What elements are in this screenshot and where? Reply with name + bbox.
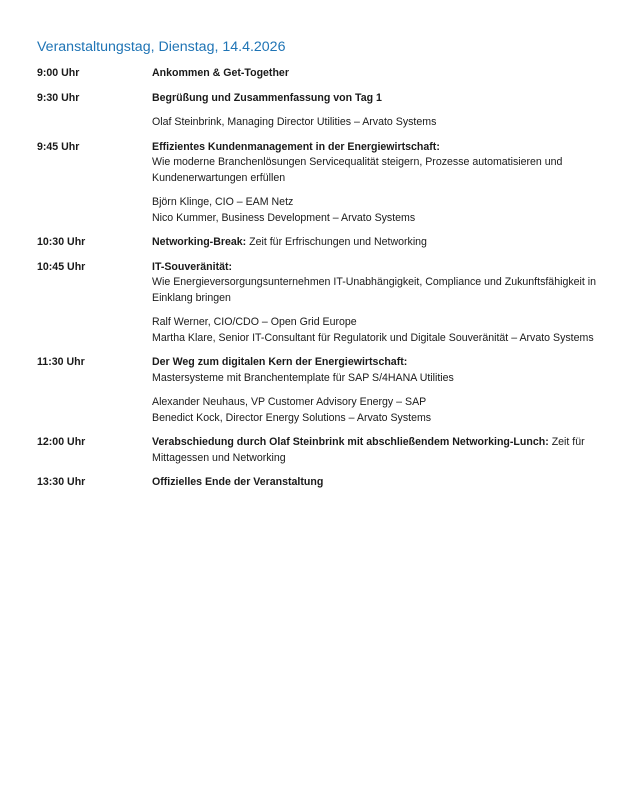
agenda-row bbox=[37, 91, 607, 131]
agenda-time: 11:30 Uhr bbox=[37, 356, 85, 368]
agenda-heading: Networking-Break: bbox=[152, 236, 247, 248]
agenda-content bbox=[152, 435, 607, 466]
agenda-heading: IT-Souveränität: bbox=[152, 260, 233, 273]
agenda-content bbox=[152, 235, 607, 251]
agenda-content bbox=[152, 66, 607, 82]
agenda-heading: Der Weg zum digitalen Kern der Energiewirtschaft: bbox=[152, 356, 408, 368]
agenda-time: 12:00 Uhr bbox=[37, 436, 86, 448]
speaker: Martha Klare, Senior IT-Consultant für Regulatorik und Digitale Souveränität – Arvato Systems bbox=[152, 331, 594, 344]
agenda-row bbox=[37, 260, 607, 347]
speaker: Björn Klinge, CIO – EAM Netz bbox=[152, 196, 294, 208]
agenda-content bbox=[152, 91, 607, 131]
agenda-time: 10:45 Uhr bbox=[37, 260, 86, 273]
agenda-heading: Begrüßung und Zusammenfassung von Tag 1 bbox=[152, 91, 382, 104]
agenda-heading: Offizielles Ende der Veranstaltung bbox=[152, 476, 324, 488]
agenda-row bbox=[37, 355, 607, 426]
speaker-list bbox=[152, 395, 607, 426]
agenda-page bbox=[37, 38, 607, 491]
agenda-time: 9:30 Uhr bbox=[37, 91, 80, 104]
agenda-time: 10:30 Uhr bbox=[37, 236, 86, 248]
agenda-time: 9:00 Uhr bbox=[37, 67, 80, 79]
agenda-heading: Ankommen & Get-Together bbox=[152, 67, 289, 79]
speaker-list bbox=[152, 195, 607, 226]
agenda-time: 13:30 Uhr bbox=[37, 476, 86, 488]
speaker: Olaf Steinbrink, Managing Director Utilities – Arvato Systems bbox=[152, 116, 437, 128]
speaker-list bbox=[152, 115, 607, 131]
agenda-row bbox=[37, 435, 607, 466]
speaker: Benedict Kock, Director Energy Solutions – Arvato Systems bbox=[152, 411, 432, 424]
agenda-inline-text: Zeit für Erfrischungen und Networking bbox=[246, 236, 427, 248]
speaker-list bbox=[152, 315, 607, 346]
agenda-row bbox=[37, 235, 607, 251]
speaker: Ralf Werner, CIO/CDO – Open Grid Europe bbox=[152, 316, 357, 328]
agenda-row bbox=[37, 140, 607, 227]
agenda-heading: Verabschiedung durch Olaf Steinbrink mit abschließendem Networking-Lunch: bbox=[152, 436, 549, 448]
speaker: Alexander Neuhaus, VP Customer Advisory Energy – SAP bbox=[152, 396, 427, 408]
speaker: Nico Kummer, Business Development – Arvato Systems bbox=[152, 211, 416, 224]
page-title: Veranstaltungstag, Dienstag, 14.4.2026 bbox=[37, 39, 286, 55]
agenda-inline-text: Zeit für Mittagessen und Networking bbox=[152, 436, 585, 464]
agenda-subtitle: Wie moderne Branchenlösungen Servicequalität steigern, Prozesse automatisieren und Kundenerwartungen erfüllen bbox=[152, 156, 563, 184]
agenda-row bbox=[37, 475, 607, 491]
agenda-content bbox=[152, 140, 607, 227]
agenda-subtitle: Wie Energieversorgungsunternehmen IT-Unabhängigkeit, Compliance und Zukunftsfähigkeit in Einklang bringen bbox=[152, 276, 597, 304]
agenda-time: 9:45 Uhr bbox=[37, 140, 80, 153]
agenda-subtitle: Mastersysteme mit Branchentemplate für SAP S/4HANA Utilities bbox=[152, 371, 454, 384]
agenda-content bbox=[152, 475, 607, 491]
agenda-row bbox=[37, 66, 607, 82]
agenda-content bbox=[152, 260, 607, 347]
agenda-heading: Effizientes Kundenmanagement in der Energiewirtschaft: bbox=[152, 140, 440, 153]
agenda-content bbox=[152, 355, 607, 426]
